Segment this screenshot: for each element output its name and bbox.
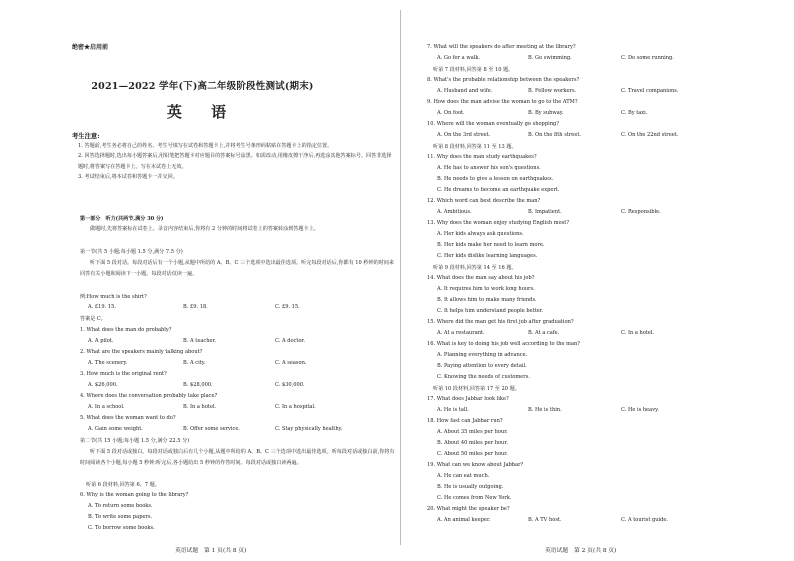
option-b: B. By subway. bbox=[528, 110, 564, 116]
option-b: B. About 40 miles per hour. bbox=[437, 440, 508, 446]
option-b: B. He is thin. bbox=[528, 407, 562, 413]
question: 11. Why does the man study earthquakes? bbox=[427, 154, 537, 160]
option-a: A. $26,000. bbox=[88, 382, 118, 388]
option-a: A. £19. 15. bbox=[88, 304, 116, 310]
option-b: B. £9. 18. bbox=[183, 304, 208, 310]
option-b: B. Paying attention to every detail. bbox=[437, 363, 527, 369]
option-c: C. A season. bbox=[275, 360, 307, 366]
option-a: A. In a school. bbox=[88, 404, 125, 410]
question: 3. How much is the original rent? bbox=[80, 371, 167, 377]
secret-mark: 绝密★启用前 bbox=[72, 44, 109, 51]
question: 9. How does the man advise the woman to go to the ATM? bbox=[427, 99, 578, 105]
option-b: B. At a cafe. bbox=[528, 330, 560, 336]
option-a: A. About 35 miles per hour. bbox=[437, 429, 508, 435]
material-note: 听第 6 段材料,回答第 6、7 题。 bbox=[86, 482, 160, 488]
option-c: C. Do some running. bbox=[621, 55, 674, 61]
question: 7. What will the speakers do after meeting at the library? bbox=[427, 44, 576, 50]
option-c: C. In a hotel. bbox=[621, 330, 655, 336]
option-c: C. About 50 miles per hour. bbox=[437, 451, 508, 457]
option-a: A. At a restaurant. bbox=[437, 330, 485, 336]
option-a: A. Gain some weight. bbox=[88, 426, 143, 432]
option-c: C. He is heavy. bbox=[621, 407, 659, 413]
option-b: B. A teacher. bbox=[183, 338, 217, 344]
page-footer: 英语试题 第 1 页(共 8 页) bbox=[175, 548, 247, 554]
question: 1. What does the man do probably? bbox=[80, 327, 172, 333]
option-c: C. Travel companions. bbox=[621, 88, 679, 94]
instructions-list bbox=[78, 141, 394, 182]
option-a: A. On foot. bbox=[437, 110, 465, 116]
question: 10. Where will the woman eventually go shopping? bbox=[427, 121, 559, 127]
option-c: C. Knowing the needs of customers. bbox=[437, 374, 530, 380]
material-note: 听第 9 段材料,回答第 14 至 16 题。 bbox=[433, 265, 517, 271]
instruction-item: 3. 考试结束后,将本试卷和答题卡一并交回。 bbox=[78, 173, 178, 180]
section2-intro: 听下面 5 段对话或独白。每段对话或独白后有几个小题,从题中所给的 A、B、C 三个选项中选出最佳选项。听每段对话或独白前,你将有时间阅读各个小题,每小题 5 秒钟;听完后,各小题给出 5 秒钟的作答时间。每段对话或独白读两遍。 bbox=[80, 449, 395, 466]
option-a: A. He has to answer his son's questions. bbox=[437, 165, 541, 171]
instruction-item: 1. 答题前,考生务必将自己的姓名、考生号填写在试卷和答题卡上,并将考生号条形码粘贴在答题卡上的指定位置。 bbox=[78, 143, 333, 149]
section1-intro: 听下面 5 段对话。每段对话后有一个小题,从题中所给的 A、B、C 三个选项中选出最佳选项。听完每段对话后,你都有 10 秒钟的时间来回答有关小题和阅读下一小题。每段对话仅读一遍。 bbox=[80, 260, 394, 277]
option-b: B. Go swimming. bbox=[528, 55, 572, 61]
option-c: C. He comes from New York. bbox=[437, 495, 512, 501]
option-b: B. Impatient. bbox=[528, 209, 562, 215]
instruction-item: 2. 回答选择题时,选出每小题答案后,用铅笔把答题卡对应题目的答案标号涂黑。如需改动,用橡皮擦干净后,再选涂其他答案标号。回答非选择题时,将答案写在答题卡上。写在本试卷上无效。 bbox=[78, 153, 392, 170]
option-c: C. Responsible. bbox=[621, 209, 661, 215]
option-c: C. A doctor. bbox=[275, 338, 306, 344]
exam-title: 2021—2022 学年(下)高二年级阶段性测试(期末) bbox=[91, 81, 314, 92]
option-a: A. A pilot. bbox=[88, 338, 114, 344]
question: 19. What can we know about Jabbar? bbox=[427, 462, 524, 468]
option-a: A. To return some books. bbox=[88, 503, 153, 509]
option-b: B. It allows him to make many friends. bbox=[437, 297, 537, 303]
option-a: A. Her kids always ask questions. bbox=[437, 231, 524, 237]
subject-title: 英 语 bbox=[166, 103, 239, 121]
option-c: C. Her kids dislike learning languages. bbox=[437, 253, 538, 259]
question: 18. How fast can Jabbar run? bbox=[427, 418, 503, 424]
question: 4. Where does the conversation probably take place? bbox=[80, 393, 218, 399]
part1-intro: 做题时,先将答案标在试卷上。录音内容结束后,你将有 2 分钟的时间将试卷上的答案转涂到答题卡上。 bbox=[90, 226, 319, 232]
material-note: 听第 10 段材料,回答第 17 至 20 题。 bbox=[433, 386, 520, 392]
option-a: A. Husband and wife. bbox=[437, 88, 493, 94]
page-divider bbox=[400, 10, 401, 545]
question: 13. Why does the woman enjoy studying English most? bbox=[427, 220, 570, 226]
section1-heading: 第一节(共 5 小题;每小题 1.5 分,满分 7.5 分) bbox=[80, 249, 183, 255]
instructions-title: 考生注意: bbox=[72, 133, 100, 140]
option-a: A. Ambitious. bbox=[437, 209, 472, 215]
option-b: B. $28,000. bbox=[183, 382, 213, 388]
option-c: C. It helps him understand people better. bbox=[437, 308, 544, 314]
material-note: 听第 7 段材料,回答第 8 至 10 题。 bbox=[433, 67, 514, 73]
option-b: B. He is usually outgoing. bbox=[437, 484, 504, 490]
example-answer: 答案是 C。 bbox=[80, 316, 106, 322]
option-c: C. By taxi. bbox=[621, 110, 648, 116]
question: 2. What are the speakers mainly talking about? bbox=[80, 349, 203, 355]
option-c: C. On the 22nd street. bbox=[621, 132, 679, 138]
option-c: C. $30,000. bbox=[275, 382, 305, 388]
question: 15. Where did the man get his first job after graduation? bbox=[427, 319, 574, 325]
question: 5. What does the woman want to do? bbox=[80, 415, 176, 421]
option-b: B. Offer some service. bbox=[183, 426, 241, 432]
option-a: A. It requires him to work long hours. bbox=[437, 286, 535, 292]
option-a: A. He can eat much. bbox=[437, 473, 490, 479]
option-b: B. Fellow workers. bbox=[528, 88, 577, 94]
page-footer: 英语试题 第 2 页(共 8 页) bbox=[545, 548, 617, 554]
option-b: B. A city. bbox=[183, 360, 206, 366]
option-a: A. The scenery. bbox=[88, 360, 128, 366]
option-a: A. An animal keeper. bbox=[437, 517, 491, 523]
option-a: A. On the 3rd street. bbox=[437, 132, 491, 138]
option-a: A. Planning everything in advance. bbox=[437, 352, 528, 358]
option-c: C. A tourist guide. bbox=[621, 517, 669, 523]
option-b: B. He needs to give a lesson on earthquakes. bbox=[437, 176, 554, 182]
option-c: C. £9. 15. bbox=[275, 304, 300, 310]
option-b: B. A TV host. bbox=[528, 517, 562, 523]
material-note: 听第 8 段材料,回答第 11 至 13 题。 bbox=[433, 144, 517, 150]
question: 20. What might the speaker be? bbox=[427, 506, 510, 512]
option-b: B. In a hotel. bbox=[183, 404, 217, 410]
section2-heading: 第二节(共 15 小题;每小题 1.5 分,满分 22.5 分) bbox=[80, 438, 190, 444]
option-b: B. Her kids make her need to learn more. bbox=[437, 242, 545, 248]
question: 17. What does Jabbar look like? bbox=[427, 396, 509, 402]
option-c: C. In a hospital. bbox=[275, 404, 316, 410]
part1-heading: 第一部分 听力(共两节,满分 30 分) bbox=[80, 216, 164, 222]
question: 6. Why is the woman going to the library? bbox=[80, 492, 189, 498]
question: 16. What is key to doing his job well according to the man? bbox=[427, 341, 581, 347]
question: 8. What's the probable relationship between the speakers? bbox=[427, 77, 580, 83]
option-c: C. He dreams to become an earthquake expert. bbox=[437, 187, 560, 193]
example-question: 例:How much is the shirt? bbox=[80, 294, 147, 300]
option-c: C. Stay physically healthy. bbox=[275, 426, 343, 432]
option-c: C. To borrow some books. bbox=[88, 525, 155, 531]
question: 12. Which word can best describe the man? bbox=[427, 198, 541, 204]
option-a: A. He is tall. bbox=[437, 407, 469, 413]
option-b: B. On the 8th street. bbox=[528, 132, 581, 138]
right-page bbox=[405, 0, 794, 561]
option-a: A. Go for a walk. bbox=[437, 55, 481, 61]
option-b: B. To write some papers. bbox=[88, 514, 153, 520]
question: 14. What does the man say about his job? bbox=[427, 275, 535, 281]
